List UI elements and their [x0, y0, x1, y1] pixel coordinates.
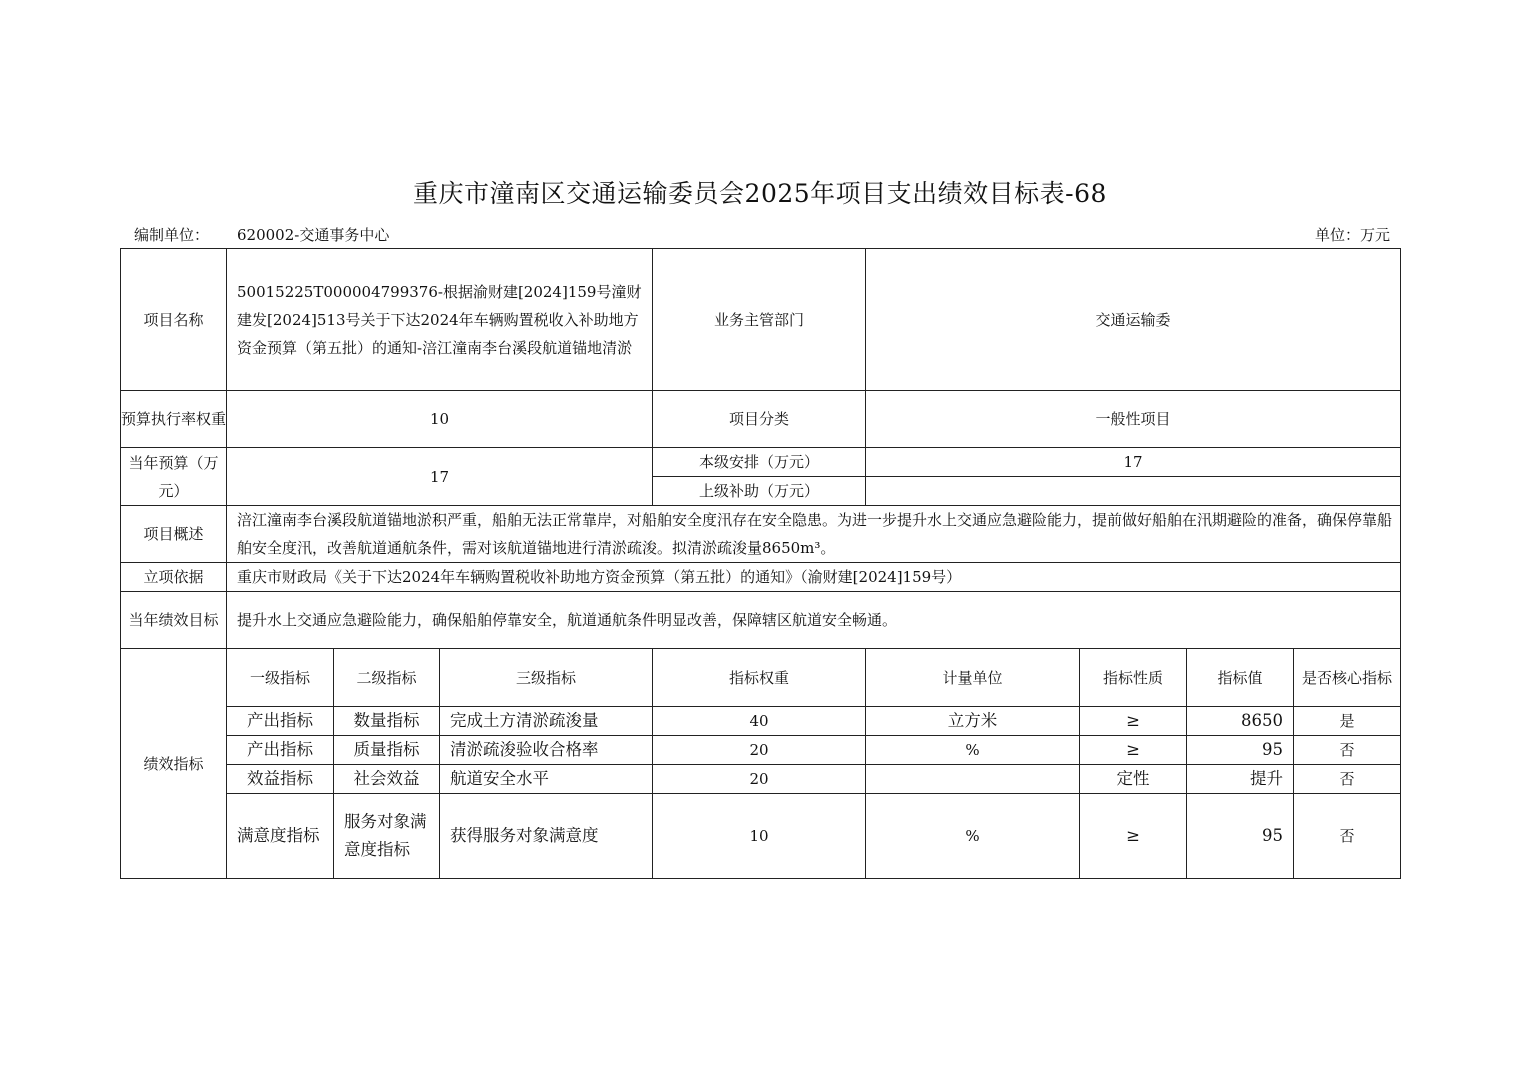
- project-name-row: [121, 249, 1401, 391]
- indicator-header-row: [121, 649, 1401, 707]
- row-nature: ≥: [1080, 736, 1187, 765]
- row-unit: %: [866, 794, 1080, 879]
- row-level3: 完成土方清淤疏浚量: [440, 707, 653, 736]
- table-row: [121, 736, 1401, 765]
- header-value: 指标值: [1187, 649, 1294, 707]
- category-value: 一般性项目: [866, 391, 1401, 448]
- currency-unit: 单位：万元: [1314, 226, 1390, 244]
- page-title: 重庆市潼南区交通运输委员会2025年项目支出绩效目标表-68: [413, 179, 1107, 208]
- header-nature: 指标性质: [1080, 649, 1187, 707]
- header-core: 是否核心指标: [1294, 649, 1401, 707]
- project-name-value: 50015225T000004799376-根据渝财建[2024]159号潼财建发[2024]513号关于下达2024年车辆购置税收入补助地方资金预算（第五批）的通知-涪江潼南李台溪段航道锚地清淤: [227, 249, 653, 391]
- category-label: 项目分类: [653, 391, 866, 448]
- row-nature: ≥: [1080, 707, 1187, 736]
- row-level1: 效益指标: [227, 765, 334, 794]
- row-level1: 产出指标: [227, 707, 334, 736]
- row-level2: 服务对象满意度指标: [334, 794, 440, 879]
- local-budget-label: 本级安排（万元）: [653, 448, 866, 477]
- performance-table: [120, 248, 1401, 879]
- goal-value: 提升水上交通应急避险能力，确保船舶停靠安全，航道通航条件明显改善，保障辖区航道安全畅通。: [227, 592, 1401, 649]
- header-level3: 三级指标: [440, 649, 653, 707]
- row-value: 8650: [1187, 707, 1294, 736]
- row-core: 否: [1294, 794, 1401, 879]
- row-unit: %: [866, 736, 1080, 765]
- table-row: [121, 794, 1401, 879]
- row-core: 否: [1294, 736, 1401, 765]
- row-weight: 40: [653, 707, 866, 736]
- row-value: 提升: [1187, 765, 1294, 794]
- header-unit: 计量单位: [866, 649, 1080, 707]
- overview-label: 项目概述: [121, 506, 227, 563]
- unit-label: 编制单位：: [134, 226, 210, 244]
- basis-row: [121, 563, 1401, 592]
- dept-label: 业务主管部门: [653, 249, 866, 391]
- budget-label: 当年预算（万元）: [121, 448, 227, 506]
- basis-label: 立项依据: [121, 563, 227, 592]
- budget-value: 17: [227, 448, 653, 506]
- table-row: [121, 707, 1401, 736]
- exec-rate-value: 10: [227, 391, 653, 448]
- row-weight: 20: [653, 736, 866, 765]
- upper-budget-value: [866, 477, 1401, 506]
- project-name-label: 项目名称: [121, 249, 227, 391]
- header-level2: 二级指标: [334, 649, 440, 707]
- row-level3: 航道安全水平: [440, 765, 653, 794]
- row-weight: 10: [653, 794, 866, 879]
- row-value: 95: [1187, 736, 1294, 765]
- overview-value: 涪江潼南李台溪段航道锚地淤积严重，船舶无法正常靠岸，对船舶安全度汛存在安全隐患。为进一步提升水上交通应急避险能力，提前做好船舶在汛期避险的准备，确保停靠船舶安全度汛，改善航道通航条件，需对该航道锚地进行清淤疏浚。拟清淤疏浚量8650m³。: [227, 506, 1401, 563]
- row-level3: 获得服务对象满意度: [440, 794, 653, 879]
- goal-row: [121, 592, 1401, 649]
- goal-label: 当年绩效目标: [121, 592, 227, 649]
- indicator-section-label: 绩效指标: [121, 649, 227, 879]
- budget-row-local: [121, 448, 1401, 477]
- header-weight: 指标权重: [653, 649, 866, 707]
- exec-rate-label: 预算执行率权重: [121, 391, 227, 448]
- overview-row: [121, 506, 1401, 563]
- row-level1: 满意度指标: [227, 794, 334, 879]
- row-level2: 数量指标: [334, 707, 440, 736]
- row-value: 95: [1187, 794, 1294, 879]
- row-unit: 立方米: [866, 707, 1080, 736]
- dept-value: 交通运输委: [866, 249, 1401, 391]
- header-level1: 一级指标: [227, 649, 334, 707]
- row-level1: 产出指标: [227, 736, 334, 765]
- row-nature: 定性: [1080, 765, 1187, 794]
- upper-budget-label: 上级补助（万元）: [653, 477, 866, 506]
- exec-rate-row: [121, 391, 1401, 448]
- row-core: 否: [1294, 765, 1401, 794]
- meta-row: [134, 224, 1390, 246]
- row-unit: [866, 765, 1080, 794]
- row-nature: ≥: [1080, 794, 1187, 879]
- row-weight: 20: [653, 765, 866, 794]
- basis-value: 重庆市财政局《关于下达2024年车辆购置税收补助地方资金预算（第五批）的通知》（渝财建[2024]159号）: [227, 563, 1401, 592]
- table-row: [121, 765, 1401, 794]
- row-level3: 清淤疏浚验收合格率: [440, 736, 653, 765]
- row-core: 是: [1294, 707, 1401, 736]
- unit-name: 620002-交通事务中心: [237, 226, 390, 244]
- row-level2: 社会效益: [334, 765, 440, 794]
- local-budget-value: 17: [866, 448, 1401, 477]
- row-level2: 质量指标: [334, 736, 440, 765]
